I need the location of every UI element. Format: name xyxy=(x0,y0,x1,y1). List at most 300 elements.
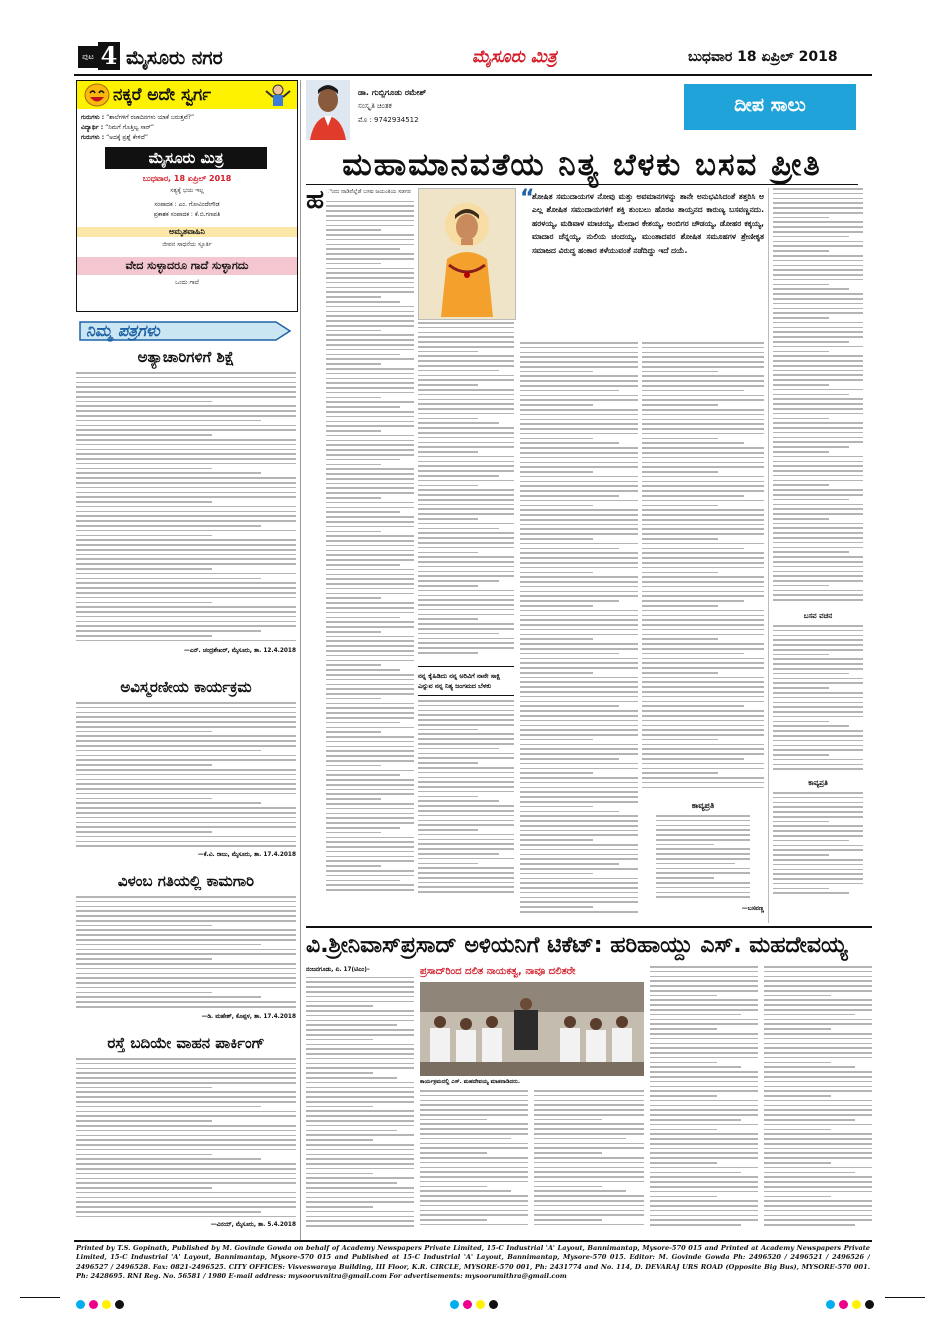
text-line xyxy=(773,451,829,453)
text-line xyxy=(650,1215,758,1217)
text-line xyxy=(520,858,638,860)
text-line xyxy=(650,1181,758,1183)
text-line xyxy=(520,648,638,650)
text-line xyxy=(76,496,296,498)
text-line xyxy=(773,859,863,861)
text-line xyxy=(764,1100,872,1102)
text-line xyxy=(418,595,514,597)
text-line xyxy=(773,508,863,510)
columnist-phone: ಮೊ : 9742934512 xyxy=(358,116,419,124)
text-line xyxy=(773,599,863,601)
text-line xyxy=(773,635,863,637)
text-line xyxy=(534,1214,644,1216)
side-poem-text xyxy=(773,188,863,608)
text-line xyxy=(418,418,478,420)
text-line xyxy=(418,494,514,496)
text-line xyxy=(520,371,593,373)
text-line xyxy=(76,934,296,936)
text-line xyxy=(534,1181,644,1183)
text-line xyxy=(420,1109,528,1111)
text-line xyxy=(773,265,863,267)
text-line xyxy=(650,990,758,992)
text-line xyxy=(76,735,296,737)
text-line xyxy=(650,1009,758,1011)
text-line xyxy=(650,1129,717,1131)
text-line xyxy=(534,1123,644,1125)
text-line xyxy=(418,867,514,869)
text-line xyxy=(520,619,638,621)
text-line xyxy=(642,691,764,693)
text-line xyxy=(326,416,414,418)
text-line xyxy=(773,470,863,472)
text-line xyxy=(76,458,296,460)
text-line xyxy=(326,507,414,509)
text-line xyxy=(76,410,296,412)
text-line xyxy=(326,770,414,772)
text-line xyxy=(642,462,764,464)
text-line xyxy=(76,968,296,970)
text-line xyxy=(642,380,764,382)
text-line xyxy=(773,561,863,563)
text-line xyxy=(76,501,212,503)
text-line xyxy=(650,1224,741,1226)
letter-title: ಅವಿಸ್ಮರಣೀಯ ಕಾರ್ಯಕ್ರಮ xyxy=(120,678,252,696)
text-line xyxy=(520,782,638,784)
text-line xyxy=(326,660,414,662)
text-line xyxy=(418,427,514,429)
article-col-1 xyxy=(306,185,414,923)
text-line xyxy=(642,725,764,727)
text-line xyxy=(520,906,593,908)
text-line xyxy=(520,638,593,640)
text-line xyxy=(76,987,296,989)
text-line xyxy=(773,198,863,200)
text-line xyxy=(773,298,863,300)
text-line xyxy=(326,626,414,628)
text-line xyxy=(520,581,638,583)
text-line xyxy=(773,644,863,646)
text-line xyxy=(764,1124,872,1126)
issue-date: ಬುಧವಾರ 18 ಏಪ್ರಿಲ್ 2018 xyxy=(688,49,838,65)
text-line xyxy=(520,863,619,865)
text-line xyxy=(326,296,381,298)
text-line xyxy=(306,1130,397,1132)
text-line xyxy=(306,1173,373,1175)
text-line xyxy=(326,731,381,733)
text-line xyxy=(520,777,638,779)
text-line xyxy=(773,293,863,295)
text-line xyxy=(773,816,863,818)
text-line xyxy=(642,375,764,377)
text-line xyxy=(76,1120,212,1122)
text-line xyxy=(326,779,414,781)
letter-signature: —ಡಿ. ಮಹೇಶ್, ಕೊಪ್ಪಳ, ತಾ. 17.4.2018 xyxy=(201,1014,296,1020)
text-line xyxy=(418,528,499,530)
text-line xyxy=(326,698,381,700)
text-line xyxy=(76,779,296,781)
text-line xyxy=(773,527,863,529)
text-line xyxy=(418,403,514,405)
text-line xyxy=(326,746,414,748)
text-line xyxy=(326,344,414,346)
text-line xyxy=(326,234,414,236)
text-line xyxy=(520,528,638,530)
text-line xyxy=(418,729,478,731)
article-text xyxy=(326,201,414,901)
registration-marks-right xyxy=(824,1294,876,1313)
text-line xyxy=(326,755,414,757)
text-line xyxy=(520,882,638,884)
text-line xyxy=(420,1143,528,1145)
text-line xyxy=(773,308,863,310)
text-line xyxy=(642,361,764,363)
text-line xyxy=(534,1143,644,1145)
text-line xyxy=(418,863,478,865)
text-line xyxy=(764,1114,872,1116)
text-line xyxy=(306,1106,373,1108)
text-line xyxy=(326,258,414,260)
text-line xyxy=(520,428,638,430)
text-line xyxy=(326,516,414,518)
text-line xyxy=(773,384,829,386)
letter-2 xyxy=(76,678,296,868)
text-line xyxy=(418,489,514,491)
text-line xyxy=(656,815,750,817)
text-line xyxy=(418,652,478,654)
text-line xyxy=(326,760,414,762)
yellow-dot xyxy=(476,1300,485,1309)
text-line xyxy=(520,452,638,454)
text-line xyxy=(520,686,638,688)
text-line xyxy=(76,520,296,522)
text-line xyxy=(326,817,414,819)
text-line xyxy=(418,442,514,444)
text-line xyxy=(76,1058,296,1060)
text-line xyxy=(642,629,764,631)
text-line xyxy=(773,590,863,592)
text-line xyxy=(76,530,296,532)
masthead xyxy=(72,40,872,74)
letter-signature: —ಕೆ.ವಿ. ರಾಜು, ಮೈಸೂರು, ತಾ. 17.4.2018 xyxy=(197,852,296,858)
text-line xyxy=(420,1157,528,1159)
text-line xyxy=(418,336,514,338)
text-line xyxy=(773,389,863,391)
text-line xyxy=(326,621,414,623)
text-line xyxy=(326,535,414,537)
text-line xyxy=(520,514,638,516)
text-line xyxy=(418,508,514,510)
text-line xyxy=(520,720,638,722)
text-line xyxy=(764,1138,872,1140)
text-line xyxy=(76,1135,296,1137)
text-line xyxy=(76,731,212,733)
text-line xyxy=(642,667,764,669)
text-line xyxy=(520,543,638,545)
text-line xyxy=(306,1154,414,1156)
text-line xyxy=(520,734,638,736)
text-line xyxy=(773,630,863,632)
text-line xyxy=(326,478,414,480)
paper-nameplate: ಮೈಸೂರು ಮಿತ್ರ xyxy=(105,147,267,169)
text-line xyxy=(420,1138,511,1140)
text-line xyxy=(773,484,829,486)
text-line xyxy=(306,1024,397,1026)
text-line xyxy=(76,1106,261,1108)
text-line xyxy=(326,334,414,336)
text-line xyxy=(773,461,863,463)
text-line xyxy=(76,726,296,728)
text-line xyxy=(773,811,863,813)
text-line xyxy=(642,371,718,373)
text-line xyxy=(76,640,296,642)
text-line xyxy=(520,591,638,593)
text-line xyxy=(418,858,514,860)
text-line xyxy=(520,524,638,526)
main-headline: ಮಹಾಮಾನವತೆಯ ನಿತ್ಯ ಬೆಳಕು ಬಸವ ಪ್ರೀತಿ xyxy=(342,147,822,183)
text-line xyxy=(326,674,414,676)
text-line xyxy=(650,1081,758,1083)
text-line xyxy=(650,1052,758,1054)
text-line xyxy=(418,518,478,520)
story2-text xyxy=(534,1090,644,1232)
text-line xyxy=(418,575,514,577)
text-line xyxy=(650,1105,758,1107)
text-line xyxy=(418,399,514,401)
text-line xyxy=(326,645,414,647)
text-line xyxy=(773,668,863,670)
text-line xyxy=(326,287,414,289)
text-line xyxy=(520,361,638,363)
text-line xyxy=(520,887,638,889)
text-line xyxy=(418,379,514,381)
text-line xyxy=(520,552,638,554)
text-line xyxy=(326,205,414,207)
text-line xyxy=(306,1149,414,1151)
text-line xyxy=(76,606,296,608)
text-line xyxy=(764,1009,872,1011)
text-line xyxy=(418,437,514,439)
side-poem-text xyxy=(773,792,863,902)
text-line xyxy=(642,519,764,521)
text-line xyxy=(306,1220,414,1222)
text-line xyxy=(520,772,593,774)
text-line xyxy=(418,537,514,539)
text-line xyxy=(76,977,296,979)
text-line xyxy=(326,248,400,250)
text-line xyxy=(773,869,863,871)
amrita-title: ಅಮೃತವಾಹಿನಿ xyxy=(77,227,297,237)
text-line xyxy=(76,1197,296,1199)
text-line xyxy=(650,999,758,1001)
text-line xyxy=(420,1176,528,1178)
text-line xyxy=(764,1071,872,1073)
text-line xyxy=(418,571,514,573)
text-line xyxy=(418,408,514,410)
text-line xyxy=(418,532,514,534)
text-line xyxy=(76,602,212,604)
text-line xyxy=(306,981,414,983)
text-line xyxy=(76,391,296,393)
text-line xyxy=(76,482,296,484)
text-line xyxy=(418,623,514,625)
article-col-3 xyxy=(520,342,638,922)
side-poem-column xyxy=(768,188,863,923)
text-line xyxy=(764,1023,872,1025)
text-line xyxy=(326,664,381,666)
text-line xyxy=(76,1087,212,1089)
text-line xyxy=(642,414,764,416)
text-line xyxy=(642,734,764,736)
text-line xyxy=(534,1119,602,1121)
text-line xyxy=(650,1095,717,1097)
text-line xyxy=(418,461,514,463)
text-line xyxy=(418,800,499,802)
text-line xyxy=(773,749,863,751)
text-line xyxy=(650,1200,758,1202)
text-line xyxy=(326,220,414,222)
text-line xyxy=(773,797,863,799)
text-line xyxy=(326,808,414,810)
text-line xyxy=(764,1181,872,1183)
text-line xyxy=(764,1028,831,1030)
text-line xyxy=(773,725,849,727)
text-line xyxy=(642,471,718,473)
text-line xyxy=(642,342,764,344)
text-line xyxy=(520,643,638,645)
text-line xyxy=(326,392,414,394)
text-line xyxy=(642,457,764,459)
text-line xyxy=(656,863,735,865)
text-line xyxy=(534,1162,644,1164)
text-line xyxy=(773,441,863,443)
text-line xyxy=(520,849,638,851)
text-line xyxy=(326,401,414,403)
text-line xyxy=(418,777,514,779)
text-line xyxy=(76,425,296,427)
text-line xyxy=(773,716,863,718)
story2-caption: ಕಾರ್ಯಕ್ರಮದಲ್ಲಿ ಎಸ್. ಮಹದೇವಯ್ಯ ಮಾತನಾಡಿದರು. xyxy=(420,1079,520,1085)
text-line xyxy=(326,569,414,571)
letter-signature: —ಎನ್. ಚಂದ್ರಶೇಖರ್, ಮೈಸೂರು, ತಾ. 12.4.2018 xyxy=(183,648,296,654)
comic-title: ನಕ್ಕರೆ ಅದೇ ಸ್ವರ್ಗ xyxy=(113,85,212,105)
text-line xyxy=(326,650,414,652)
text-line xyxy=(76,1149,296,1151)
text-line xyxy=(764,1133,872,1135)
text-line xyxy=(642,595,764,597)
text-line xyxy=(76,558,296,560)
text-line xyxy=(326,640,414,642)
nameplate-date: ಬುಧವಾರ, 18 ಏಪ್ರಿಲ್ 2018 xyxy=(142,174,232,183)
text-line xyxy=(520,419,638,421)
text-line xyxy=(306,1020,414,1022)
text-line xyxy=(326,889,414,891)
text-line xyxy=(418,480,514,482)
text-line xyxy=(642,768,764,770)
text-line xyxy=(306,1177,414,1179)
text-line xyxy=(773,849,863,851)
text-line xyxy=(642,729,764,731)
text-line xyxy=(650,1196,717,1198)
story2-text xyxy=(650,966,758,1232)
text-line xyxy=(773,312,863,314)
cyan-dot xyxy=(826,1300,835,1309)
text-line xyxy=(76,630,261,632)
text-line xyxy=(773,226,863,228)
text-line xyxy=(420,1123,528,1125)
text-line xyxy=(326,870,414,872)
text-line xyxy=(520,691,638,693)
text-line xyxy=(642,452,764,454)
text-line xyxy=(418,614,514,616)
text-line xyxy=(650,1191,758,1193)
text-line xyxy=(650,1152,758,1154)
text-line xyxy=(650,1047,758,1049)
text-line xyxy=(76,745,296,747)
text-line xyxy=(418,886,514,888)
text-line xyxy=(520,629,638,631)
text-line xyxy=(76,929,296,931)
article-lead: ಿಂದು ನಾಡಿನೆಲ್ಲೆಡೆ ಬಸವ ಜಯಂತಿಯ ಸಡಗರ xyxy=(326,189,411,195)
section-name: ಮೈಸೂರು ನಗರ xyxy=(126,47,223,69)
text-line xyxy=(520,342,638,344)
text-line xyxy=(326,502,414,504)
text-line xyxy=(656,829,750,831)
text-line xyxy=(642,624,764,626)
text-line xyxy=(418,504,514,506)
text-line xyxy=(420,1205,528,1207)
text-line xyxy=(420,1119,487,1121)
text-line xyxy=(642,787,764,789)
text-line xyxy=(642,763,764,765)
text-line xyxy=(326,722,400,724)
column-banner-title: ದೀಪ ಸಾಲು xyxy=(734,94,806,116)
text-line xyxy=(418,590,514,592)
text-line xyxy=(76,563,296,565)
article-text xyxy=(520,342,638,920)
text-line xyxy=(520,519,638,521)
text-line xyxy=(418,465,514,467)
text-line xyxy=(656,872,750,874)
text-line xyxy=(642,638,718,640)
text-line xyxy=(420,1147,528,1149)
text-line xyxy=(656,839,750,841)
text-line xyxy=(520,653,619,655)
text-line xyxy=(773,518,829,520)
text-line xyxy=(650,985,758,987)
text-line xyxy=(326,741,414,743)
text-line xyxy=(76,439,296,441)
text-line xyxy=(534,1138,626,1140)
text-line xyxy=(520,634,638,636)
story2-col-2 xyxy=(420,1090,528,1234)
text-line xyxy=(764,1014,855,1016)
text-line xyxy=(520,466,638,468)
crop-mark-left xyxy=(20,1297,60,1298)
text-line xyxy=(520,701,638,703)
text-line xyxy=(650,1023,758,1025)
text-line xyxy=(773,802,863,804)
text-line xyxy=(418,753,514,755)
article-poem-signature: —ಬಸವಣ್ಣ xyxy=(741,905,764,912)
text-line xyxy=(520,505,593,507)
text-line xyxy=(773,489,863,491)
cartoon-figure-icon xyxy=(263,83,293,109)
text-line xyxy=(764,1043,872,1045)
text-line xyxy=(520,423,638,425)
text-line xyxy=(306,1001,414,1003)
text-line xyxy=(76,554,296,556)
text-line xyxy=(418,556,514,558)
